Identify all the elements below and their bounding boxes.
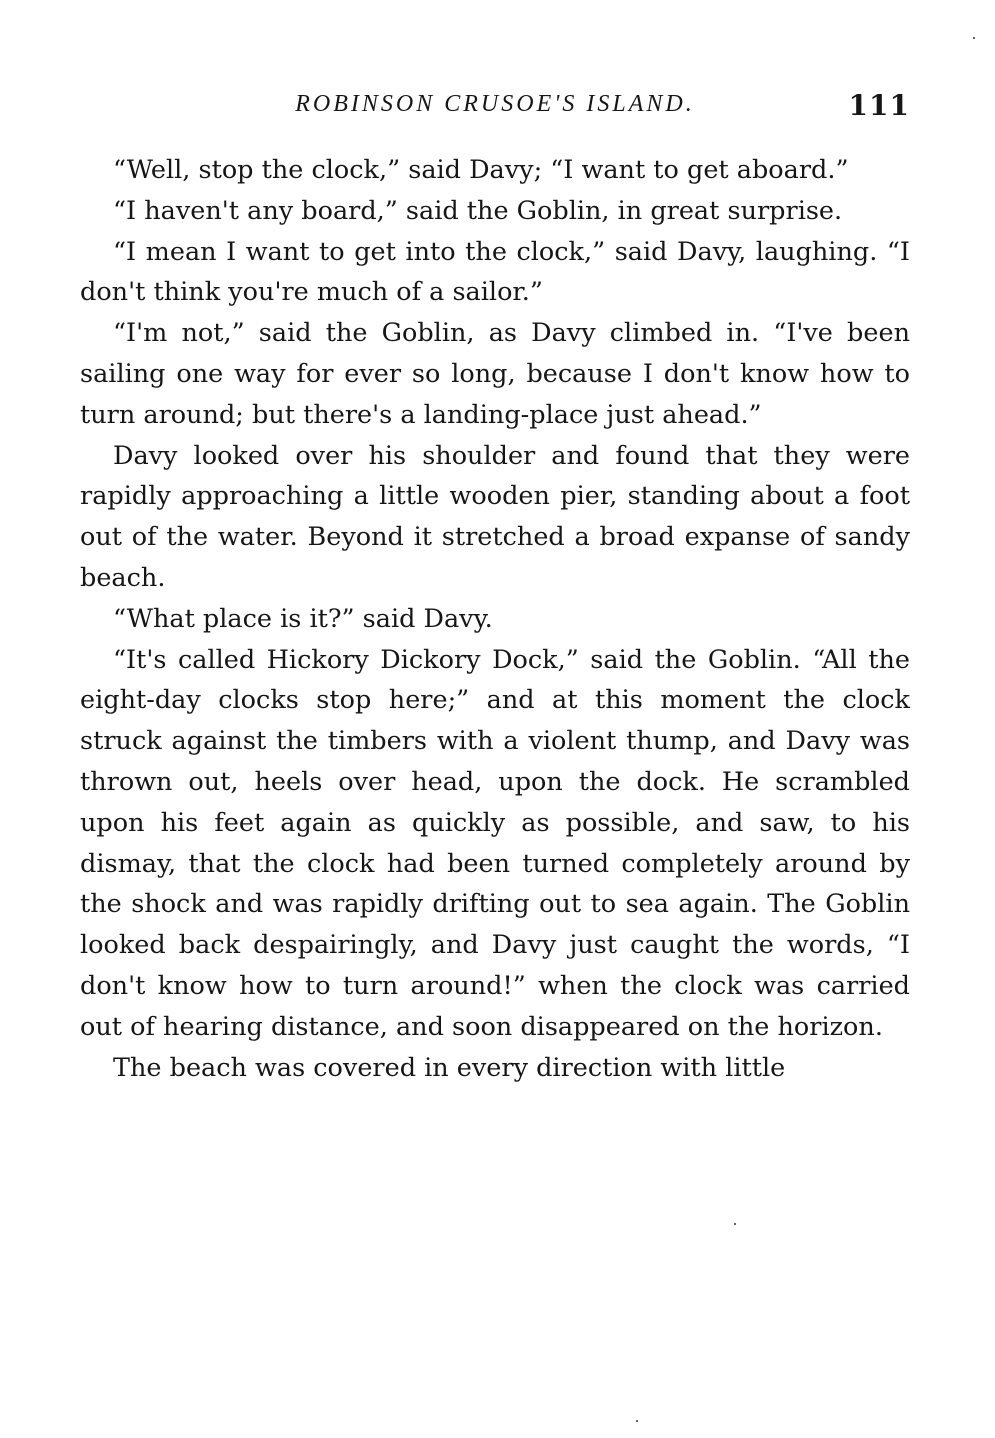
print-speck bbox=[636, 1420, 638, 1422]
paragraph: The beach was covered in every direction with little bbox=[113, 1052, 786, 1083]
print-speck bbox=[734, 1223, 736, 1225]
paragraph: “It's called Hickory Dickory Dock,” said the Goblin. “All the eight-day clocks stop here;” and at this moment the clock struck against the timbers with a violent thump, and Davy was thrown out, heels over head, upon the dock. He scrambled upon his feet again as quickly as possible, and saw, to his dismay, that the clock had been turned completely around by the shock and was rapidly drifting out to sea again. The Goblin looked back despairingly, and Davy just caught the words, “I don't know how to turn around!” when the clock was carried out of hearing distance, and soon disappeared on the horizon. bbox=[80, 644, 910, 1042]
running-title: ROBINSON CRUSOE'S ISLAND. bbox=[295, 91, 695, 117]
paragraph: “I'm not,” said the Goblin, as Davy climbed in. “I've been sailing one way for ever so long, because I don't know how to turn around; but there's a landing-place just ahead.” bbox=[80, 318, 910, 430]
paragraph: Davy looked over his shoulder and found that they were rapidly approaching a little wooden pier, standing about a foot out of the water. Beyond it stretched a broad expanse of sandy beach. bbox=[80, 440, 910, 593]
paragraph: “What place is it?” said Davy. bbox=[113, 603, 493, 634]
page-number: 111 bbox=[848, 89, 910, 122]
paragraph: “Well, stop the clock,” said Davy; “I want to get aboard.” bbox=[113, 155, 849, 185]
body-text bbox=[80, 150, 910, 1088]
running-head bbox=[80, 88, 910, 128]
paragraph: “I mean I want to get into the clock,” said Davy, laughing. “I don't think you're much of a sailor.” bbox=[80, 236, 910, 308]
paragraph: “I haven't any board,” said the Goblin, in great surprise. bbox=[113, 195, 843, 226]
print-speck bbox=[973, 37, 975, 39]
